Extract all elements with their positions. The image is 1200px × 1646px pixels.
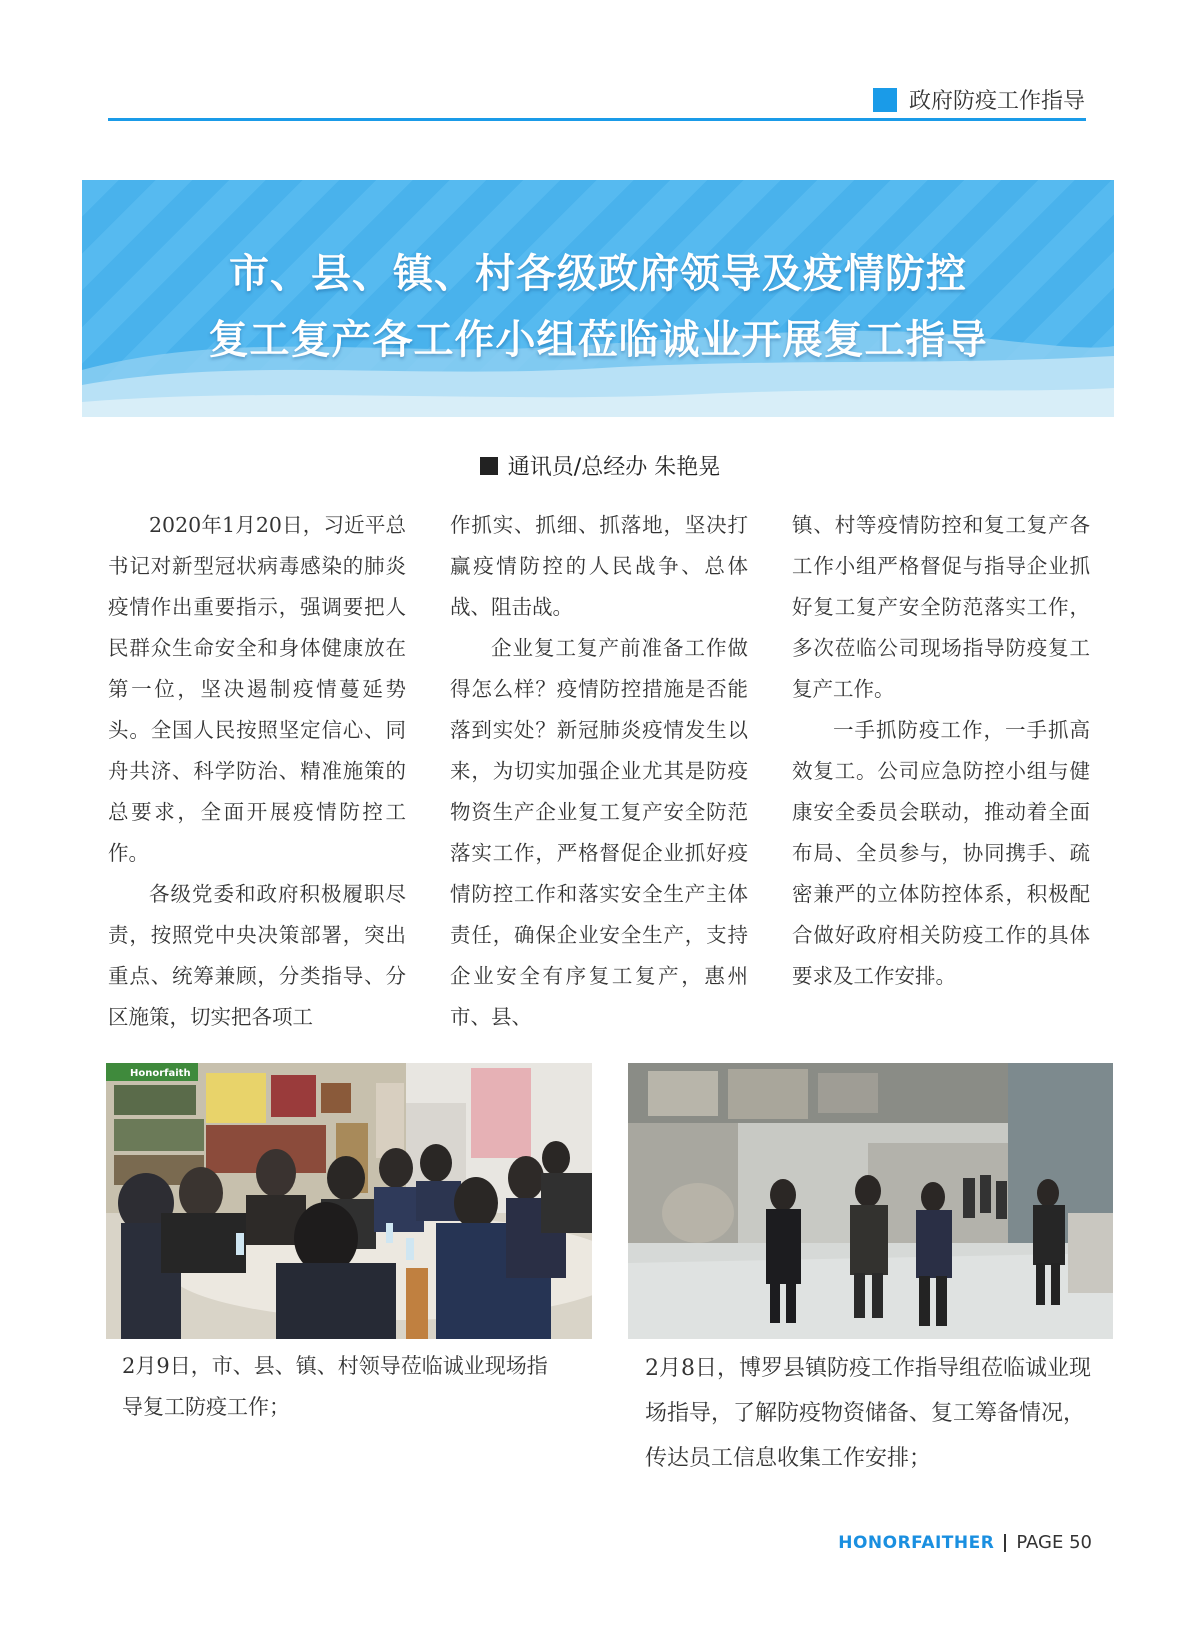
section-title: 政府防疫工作指导 <box>908 89 1085 114</box>
paragraph: 镇、村等疫情防控和复工复产各工作小组严格督促与指导企业抓好复工复产安全防范落实工作，多次莅临公司现场指导防疫复工复产工作。 <box>792 513 1090 701</box>
paragraph: 2020年1月20日，习近平总书记对新型冠状病毒感染的肺炎疫情作出重要指示，强调要把人民群众生命安全和身体健康放在第一位，坚决遏制疫情蔓延势头。全国人民按照坚定信心、同舟共济、科学防治、精准施策的总要求，全面开展疫情防控工作。 <box>108 513 406 865</box>
section-label <box>873 84 1085 115</box>
paragraph: 一手抓防疫工作，一手抓高效复工。公司应急防控小组与健康安全委员会联动，推动着全面布局、全员参与，协同携手、疏密兼严的立体防控体系，积极配合做好政府相关防疫工作的具体要求及工作安排。 <box>792 718 1090 988</box>
article-column-2 <box>450 505 748 1038</box>
header-rule <box>108 118 1086 121</box>
factory-photo <box>628 1063 1113 1339</box>
article-column-1 <box>108 505 406 1038</box>
photo-caption-1: 2月9日，市、县、镇、村领导莅临诚业现场指导复工防疫工作； <box>122 1354 548 1419</box>
page-number: PAGE 50 <box>1016 1532 1092 1553</box>
article-column-3 <box>792 505 1090 997</box>
paragraph: 作抓实、抓细、抓落地，坚决打赢疫情防控的人民战争、总体战、阻击战。 <box>450 513 748 619</box>
brand-name: HONORFAITHER <box>838 1532 995 1553</box>
byline-text: 通讯员/总经办 朱艳晃 <box>507 455 721 480</box>
section-square-icon <box>873 88 897 112</box>
paragraph: 各级党委和政府积极履职尽责，按照党中央决策部署，突出重点、统筹兼顾，分类指导、分区施策，切实把各项工 <box>108 882 406 1029</box>
page-footer <box>838 1532 1092 1553</box>
banner-title-line2: 复工复产各工作小组莅临诚业开展复工指导 <box>208 317 988 363</box>
title-banner <box>82 180 1114 417</box>
honorfaith-sign: Honorfaith <box>130 1068 191 1079</box>
paragraph: 企业复工复产前准备工作做得怎么样？疫情防控措施是否能落到实处？新冠肺炎疫情发生以来，为切实加强企业尤其是防疫物资生产企业复工复产安全防范落实工作，严格督促企业抓好疫情防控工作和落实安全生产主体责任，确保企业安全生产，支持企业安全有序复工复产，惠州市、县、 <box>450 636 748 1029</box>
footer-divider <box>1004 1534 1006 1552</box>
meeting-photo <box>106 1063 592 1339</box>
byline <box>0 450 1200 481</box>
byline-square-icon <box>480 457 498 475</box>
photo-caption-2: 2月8日，博罗县镇防疫工作指导组莅临诚业现场指导，了解防疫物资储备、复工筹备情况，传达员工信息收集工作安排； <box>645 1356 1091 1471</box>
banner-title-line1: 市、县、镇、村各级政府领导及疫情防控 <box>229 251 967 297</box>
